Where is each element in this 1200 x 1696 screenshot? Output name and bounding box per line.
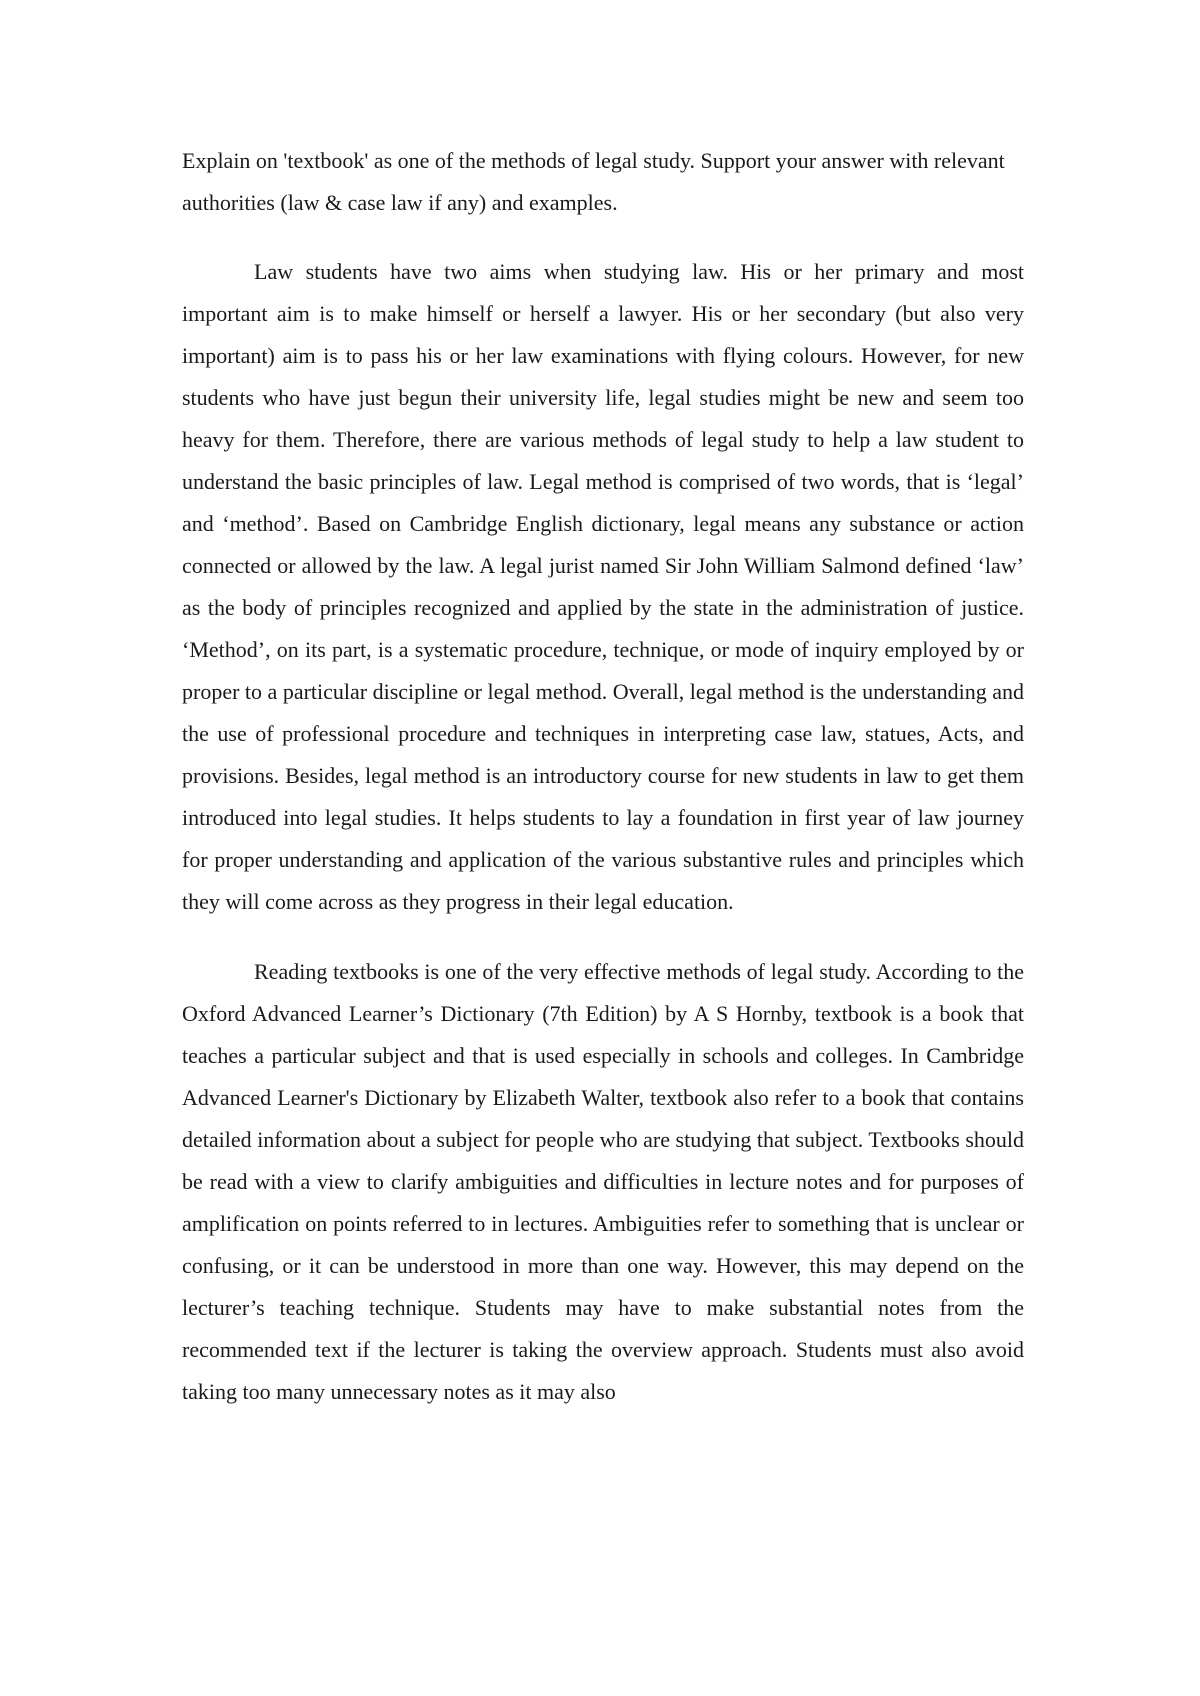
question-text: Explain on 'textbook' as one of the methods of legal study. Support your answer with relevant authorities (law & case law if any) and examples.: [182, 148, 1005, 215]
paragraph-textbooks: Reading textbooks is one of the very effective methods of legal study. According to the Oxford Advanced Learner’s Dictionary (7th Edition) by A S Hornby, textbook is a book that teaches a particular subject and that is used especially in schools and colleges. In Cambridge Advanced Learner's Dictionary by Elizabeth Walter, textbook also refer to a book that contains detailed information about a subject for people who are studying that subject. Textbooks should be read with a view to clarify ambiguities and difficulties in lecture notes and for purposes of amplification on points referred to in lectures. Ambiguities refer to something that is unclear or confusing, or it can be understood in more than one way. However, this may depend on the lecturer’s teaching technique. Students may have to make substantial notes from the recommended text if the lecturer is taking the overview approach. Students must also avoid taking too many unnecessary notes as it may also: [182, 959, 1024, 1404]
document-page: [182, 140, 1024, 1413]
paragraph-legal-method: Law students have two aims when studying law. His or her primary and most important aim is to make himself or herself a lawyer. His or her secondary (but also very important) aim is to pass his or her law examinations with flying colours. However, for new students who have just begun their university life, legal studies might be new and seem too heavy for them. Therefore, there are various methods of legal study to help a law student to understand the basic principles of law. Legal method is comprised of two words, that is ‘legal’ and ‘method’. Based on Cambridge English dictionary, legal means any substance or action connected or allowed by the law. A legal jurist named Sir John William Salmond defined ‘law’ as the body of principles recognized and applied by the state in the administration of justice. ‘Method’, on its part, is a systematic procedure, technique, or mode of inquiry employed by or proper to a particular discipline or legal method. Overall, legal method is the understanding and the use of professional procedure and techniques in interpreting case law, statues, Acts, and provisions. Besides, legal method is an introductory course for new students in law to get them introduced into legal studies. It helps students to lay a foundation in first year of law journey for proper understanding and application of the various substantive rules and principles which they will come across as they progress in their legal education.: [182, 259, 1024, 914]
